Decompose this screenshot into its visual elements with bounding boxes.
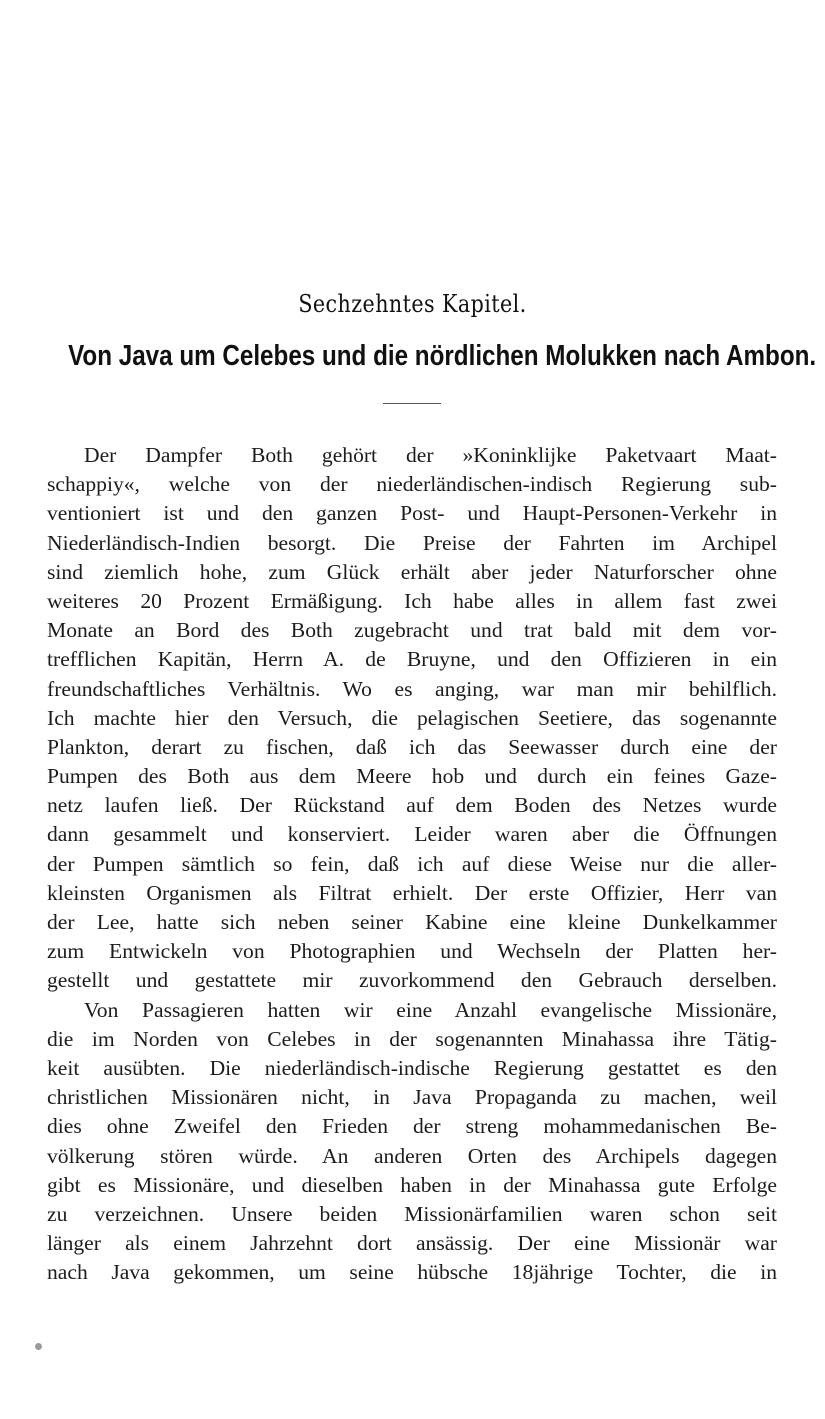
text-line: dies ohne Zweifel den Frieden der streng mohammedanischen Be- [47,1114,777,1139]
text-line: dann gesammelt und konserviert. Leider waren aber die Öffnungen [47,822,777,847]
text-line: kleinsten Organismen als Filtrat erhielt. Der erste Offizier, Herr van [47,880,777,905]
text-line: freundschaftliches Verhältnis. Wo es anging, war man mir behilflich. [47,676,777,701]
chapter-title: Von Java um Celebes und die nördlichen Molukken nach Ambon. [68,340,817,372]
text-line: Der Dampfer Both gehört der »Koninklijke Paketvaart Maat- [84,443,777,467]
text-line: die im Norden von Celebes in der sogenannten Minahassa ihre Tätig- [47,1026,777,1051]
text-line: Von Passagieren hatten wir eine Anzahl evangelische Missionäre, [84,997,777,1022]
text-line: zum Entwickeln von Photographien und Wechseln der Platten her- [47,939,777,964]
text-line: keit ausübten. Die niederländisch-indische Regierung gestattet es den [47,1055,777,1080]
text-line: weiteres 20 Prozent Ermäßigung. Ich habe alles in allem fast zwei [47,588,777,613]
text-line: sind ziemlich hohe, zum Glück erhält aber jeder Naturforscher ohne [47,559,777,584]
text-line: trefflichen Kapitän, Herrn A. de Bruyne, und den Offizieren in ein [47,647,777,672]
print-speck [35,1343,42,1350]
text-line: Niederländisch-Indien besorgt. Die Preise der Fahrten im Archipel [47,530,777,555]
text-line: der Lee, hatte sich neben seiner Kabine eine kleine Dunkelkammer [47,910,777,934]
text-line: Ich machte hier den Versuch, die pelagischen Seetiere, das sogenannte [47,705,777,730]
text-line: schappiy«, welche von der niederländischen-indisch Regierung sub- [47,472,777,497]
text-line: ventioniert ist und den ganzen Post- und Haupt-Personen-Verkehr in [47,501,777,526]
text-line: der Pumpen sämtlich so fein, daß ich auf diese Weise nur die aller- [47,851,777,876]
text-line: nach Java gekommen, um seine hübsche 18jährige Tochter, die in [47,1260,777,1285]
text-line: völkerung stören würde. An anderen Orten des Archipels dagegen [47,1143,777,1168]
text-line: christlichen Missionären nicht, in Java Propaganda zu machen, weil [47,1085,777,1110]
text-line: länger als einem Jahrzehnt dort ansässig. Der eine Missionär war [47,1231,777,1256]
text-line: gibt es Missionäre, und dieselben haben in der Minahassa gute Erfolge [47,1172,777,1197]
text-line: zu verzeichnen. Unsere beiden Missionärfamilien waren schon seit [47,1201,777,1226]
chapter-number: Sechzehntes Kapitel. [298,290,527,318]
title-divider [383,403,441,404]
body-text [47,441,777,1287]
text-line: Plankton, derart zu fischen, daß ich das Seewasser durch eine der [47,734,777,759]
text-line: Pumpen des Both aus dem Meere hob und durch ein feines Gaze- [47,764,777,789]
text-line: netz laufen ließ. Der Rückstand auf dem Boden des Netzes wurde [47,793,777,818]
text-line: Monate an Bord des Both zugebracht und trat bald mit dem vor- [47,618,777,643]
text-line: gestellt und gestattete mir zuvorkommend den Gebrauch derselben. [47,968,777,993]
